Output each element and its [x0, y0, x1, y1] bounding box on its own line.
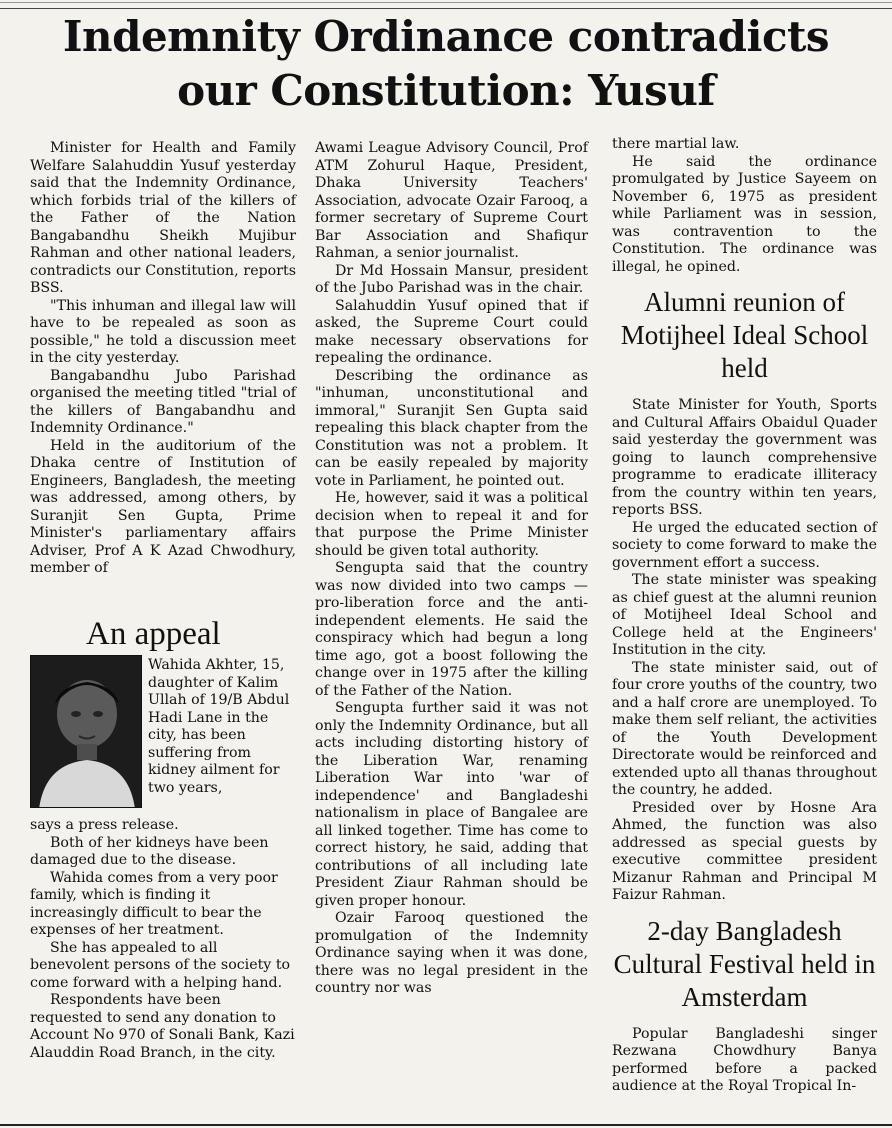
portrait-image	[31, 656, 142, 808]
article-paragraph: Ozair Farooq questioned the promulgation of the Indemnity Ordinance saying when it was done, there was no legal president in the country nor was	[315, 910, 588, 996]
article-paragraph: Held in the auditorium of the Dhaka centre of Institution of Engineers, Bangladesh, the meeting was addressed, among others, by Suranjit Sen Gupta, Prime Minister's parliamentary affairs Adviser, Prof A K Azad Chwodhury, member of	[30, 437, 296, 576]
article-paragraph: Awami League Advisory Council, Prof ATM Zohurul Haque, President, Dhaka University Teachers' Association, advocate Ozair Farooq, a former secretary of Supreme Court Bar Association and Shafiqur Rahman, a senior journalist.	[315, 140, 588, 261]
alumni-paragraph: The state minister was speaking as chief guest at the alumni reunion of Motijheel Ideal School and College held at the Engineers' Institution in the city.	[612, 572, 877, 658]
appeal-paragraph: Respondents have been requested to send any donation to Account No 970 of Sonali Bank, Kazi Alauddin Road Branch, in the city.	[30, 992, 295, 1061]
article-paragraph: He, however, said it was a political decision when to repeal it and for that purpose the Prime Minister should be given total authority.	[315, 490, 588, 559]
page-bottom-rule	[0, 1124, 892, 1126]
article-paragraph: there martial law.	[612, 136, 740, 152]
appeal-photo	[30, 655, 142, 808]
appeal-paragraph: Both of her kidneys have been damaged due to the disease.	[30, 834, 269, 868]
article-paragraph: Sengupta further said it was not only the Indemnity Ordinance, but all acts including distorting history of the Liberation War, renaming Liberation War into 'war of independence' and Bangladeshi nationalism in place of Bangalee are all linked together. Time has come to correct history, he said, adding that contributions of all including late President Ziaur Rahman should be given proper honour.	[315, 700, 588, 909]
top-border	[0, 2, 892, 7]
article-paragraph: Sengupta said that the country was now divided into two camps — pro-liberation force and the anti-independent elements. He said the conspiracy which had begun a long time ago, got a boost following the change over in 1975 after the killing of the Father of the Nation.	[315, 560, 588, 699]
alumni-paragraph: The state minister said, out of four crore youths of the country, two and a half crore are unemployed. To make them self reliant, the activities of the Youth Development Directorate would be reinforced and extended upto all thanas throughout the country, he added.	[612, 659, 877, 798]
article-paragraph: Describing the ordinance as "inhuman, unconstitutional and immoral," Suranjit Sen Gupta said repealing this black chapter from the Constitution was not a problem. It can be easily repealed by majority vote in Parliament, he pointed out.	[315, 367, 588, 489]
article-paragraph: Dr Md Hossain Mansur, president of the Jubo Parishad was in the chair.	[315, 262, 588, 296]
page-top-rule	[0, 8, 892, 9]
article-paragraph: "This inhuman and illegal law will have to be repealed as soon as possible," he told a discussion meet in the city yesterday.	[30, 297, 296, 366]
main-headline	[0, 10, 892, 118]
appeal-intro: Wahida Akhter, 15, daughter of Kalim Ullah of 19/B Abdul Hadi Lane in the city, has been suffering from kidney ailment for two years,	[148, 657, 290, 796]
alumni-paragraph: Presided over by Hosne Ara Ahmed, the function was also addressed as special guests by executive committee president Mizanur Rahman and Principal M Faizur Rahman.	[612, 799, 877, 903]
festival-headline: 2-day Bangladesh Cultural Festival held in Amsterdam	[613, 915, 876, 1012]
appeal-paragraph: She has appealed to all benevolent persons of the society to come forward with a helping hand.	[30, 939, 291, 991]
column-3	[612, 136, 877, 1096]
headline-line-2: our Constitution: Yusuf	[177, 66, 715, 115]
article-paragraph: Minister for Health and Family Welfare Salahuddin Yusuf yesterday said that the Indemnity Ordinance, which forbids trial of the killers of the Father of the Nation Bangabandhu Sheikh Mujibur Rahman and other national leaders, contradicts our Constitution, reports BSS.	[30, 140, 296, 296]
appeal-body	[30, 817, 296, 1062]
article-paragraph: He said the ordinance promulgated by Justice Sayeem on November 6, 1975 as president while Parliament was in session, was contravention to the Constitution. The ordinance was illegal, he opined.	[612, 153, 877, 275]
main-article-column-1	[30, 140, 296, 578]
appeal-paragraph: Wahida comes from a very poor family, which is finding it increasingly difficult to bear the expenses of her treatment.	[30, 869, 278, 938]
article-paragraph: Salahuddin Yusuf opined that if asked, the Supreme Court could make necessary observations for repealing the ordinance.	[315, 297, 588, 366]
appeal-paragraph: says a press release.	[30, 817, 179, 833]
appeal-wrap-text	[148, 657, 296, 797]
alumni-headline: Alumni reunion of Motijheel Ideal School held	[620, 287, 869, 383]
alumni-paragraph: He urged the educated section of society to come forward to make the government effort a success.	[612, 519, 877, 571]
appeal-headline: An appeal	[86, 616, 221, 652]
headline-line-1: Indemnity Ordinance contradicts	[62, 12, 830, 61]
main-article-column-2	[315, 140, 588, 998]
festival-paragraph: Popular Bangladeshi singer Rezwana Chowdhury Banya performed before a packed audience at the Royal Tropical In-	[612, 1025, 877, 1094]
alumni-paragraph: State Minister for Youth, Sports and Cultural Affairs Obaidul Quader said yesterday the government was going to launch comprehensive programme to eradicate illiteracy from the country within ten years, reports BSS.	[612, 397, 877, 518]
article-paragraph: Bangabandhu Jubo Parishad organised the meeting titled "trial of the killers of Bangabandhu and Indemnity Ordinance."	[30, 367, 296, 436]
